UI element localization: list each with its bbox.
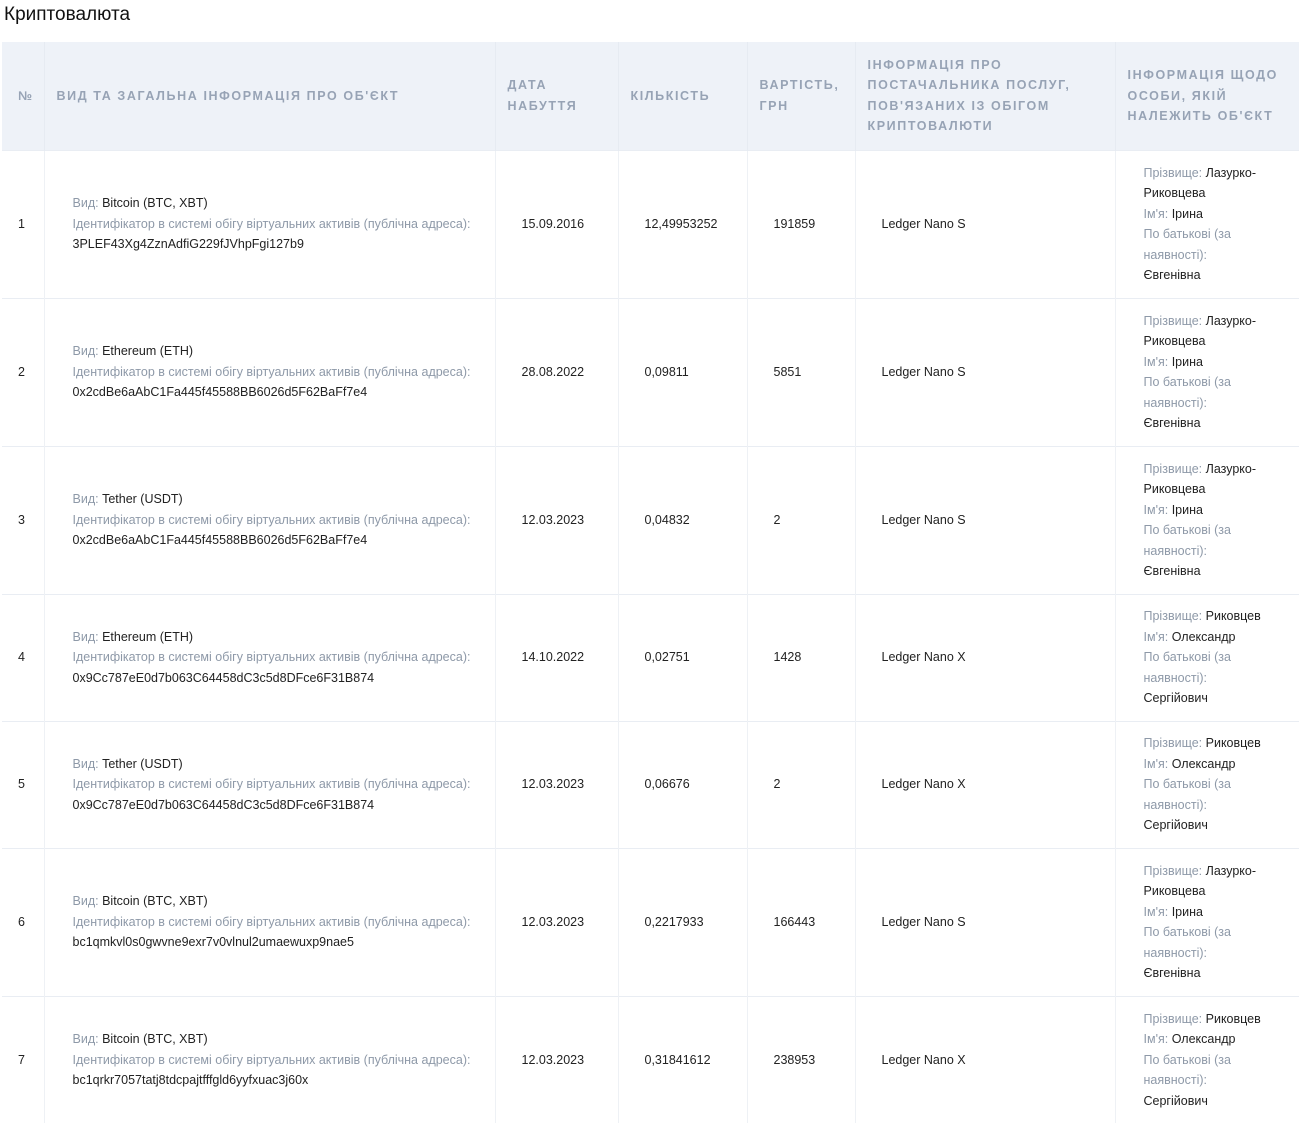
name-value: Ірина	[1171, 904, 1203, 919]
owner-patronymic-line	[1144, 774, 1280, 836]
object-identifier-line	[73, 510, 471, 551]
acquisition-date: 15.09.2016	[495, 150, 618, 298]
provider-value: Ledger Nano S	[855, 298, 1115, 446]
table-body	[2, 150, 1299, 1123]
owner-patronymic-line	[1144, 224, 1280, 286]
surname-label: Прізвище:	[1143, 461, 1203, 476]
owner-name-line	[1144, 902, 1280, 923]
owner-name-line	[1144, 500, 1280, 521]
value-uah: 238953	[747, 996, 855, 1123]
owner-patronymic-line	[1144, 520, 1280, 582]
provider-value: Ledger Nano X	[855, 721, 1115, 848]
name-value: Олександр	[1171, 1032, 1236, 1046]
quantity-value: 0,04832	[618, 446, 747, 594]
patronymic-label: По батькові (за наявності):	[1143, 227, 1231, 262]
surname-value: Риковцев	[1205, 609, 1261, 624]
header-owner: ІНФОРМАЦІЯ ЩОДО ОСОБИ, ЯКІЙ НАЛЕЖИТЬ ОБ'ЄКТ	[1127, 68, 1278, 123]
name-label: Ім'я:	[1143, 206, 1169, 221]
name-label: Ім'я:	[1143, 354, 1169, 369]
patronymic-label: По батькові (за наявності):	[1143, 925, 1231, 960]
kind-value: Tether (USDT)	[102, 756, 183, 771]
kind-label: Вид:	[72, 756, 99, 771]
object-kind-line	[73, 891, 471, 912]
table-row	[2, 446, 1299, 594]
identifier-label: Ідентифікатор в системі обігу віртуальних активів (публічна адреса):	[72, 216, 471, 231]
object-identifier-line	[73, 647, 471, 688]
owner-surname-line	[1144, 606, 1280, 627]
kind-label: Вид:	[72, 492, 99, 507]
object-identifier-line	[73, 774, 471, 815]
provider-value: Ledger Nano X	[855, 996, 1115, 1123]
object-info-cell	[44, 298, 495, 446]
patronymic-value: Сергійович	[1143, 1093, 1208, 1108]
owner-info-cell	[1115, 150, 1299, 298]
kind-value: Ethereum (ETH)	[102, 344, 194, 359]
patronymic-value: Євгенівна	[1143, 564, 1201, 578]
header-num: №	[2, 42, 44, 150]
name-label: Ім'я:	[1143, 756, 1169, 771]
owner-info-cell	[1115, 996, 1299, 1123]
name-label: Ім'я:	[1143, 502, 1169, 517]
identifier-label: Ідентифікатор в системі обігу віртуальних активів (публічна адреса):	[72, 1052, 471, 1067]
owner-surname-line	[1144, 733, 1280, 754]
provider-value: Ledger Nano S	[855, 848, 1115, 996]
value-uah: 5851	[747, 298, 855, 446]
identifier-label: Ідентифікатор в системі обігу віртуальних активів (публічна адреса):	[72, 512, 471, 527]
kind-value: Bitcoin (BTC, XBT)	[102, 196, 208, 211]
object-info-cell	[44, 996, 495, 1123]
object-info-cell	[44, 594, 495, 721]
owner-surname-line	[1144, 163, 1280, 204]
owner-name-line	[1144, 627, 1280, 648]
surname-value: Риковцев	[1205, 736, 1261, 751]
object-info-cell	[44, 721, 495, 848]
page-title: Криптовалюта	[4, 4, 131, 25]
row-number: 3	[2, 446, 44, 594]
object-identifier-line	[73, 912, 471, 953]
acquisition-date: 12.03.2023	[495, 721, 618, 848]
identifier-label: Ідентифікатор в системі обігу віртуальних активів (публічна адреса):	[72, 777, 471, 792]
object-kind-line	[73, 627, 471, 648]
table-row	[2, 721, 1299, 848]
quantity-value: 0,06676	[618, 721, 747, 848]
kind-value: Tether (USDT)	[102, 492, 183, 507]
surname-value: Лазурко-Риковцева	[1143, 863, 1257, 898]
header-object: ВИД ТА ЗАГАЛЬНА ІНФОРМАЦІЯ ПРО ОБ'ЄКТ	[44, 42, 495, 150]
name-value: Олександр	[1171, 629, 1236, 644]
table-row	[2, 996, 1299, 1123]
identifier-value: 0x2cdBe6aAbC1Fa445f45588BB6026d5F62BaFf7e4	[72, 533, 368, 548]
kind-value: Bitcoin (BTC, XBT)	[102, 1032, 208, 1046]
owner-surname-line	[1144, 459, 1280, 500]
patronymic-value: Євгенівна	[1143, 268, 1201, 282]
surname-value: Лазурко-Риковцева	[1143, 313, 1257, 348]
acquisition-date: 14.10.2022	[495, 594, 618, 721]
header-provider: ІНФОРМАЦІЯ ПРО ПОСТАЧАЛЬНИКА ПОСЛУГ, ПОВ'ЯЗАНИХ ІЗ ОБІГОМ КРИПТОВАЛЮТИ	[855, 42, 1115, 150]
surname-label: Прізвище:	[1143, 165, 1203, 180]
surname-value: Лазурко-Риковцева	[1143, 461, 1257, 496]
identifier-value: 0x2cdBe6aAbC1Fa445f45588BB6026d5F62BaFf7e4	[72, 385, 368, 400]
identifier-value: 0x9Cc787eE0d7b063C64458dC3c5d8DFce6F31B874	[72, 670, 375, 685]
surname-label: Прізвище:	[1143, 736, 1203, 751]
object-info-cell	[44, 150, 495, 298]
table-row	[2, 848, 1299, 996]
owner-info-cell	[1115, 848, 1299, 996]
owner-patronymic-line	[1144, 1050, 1280, 1112]
row-number: 1	[2, 150, 44, 298]
object-kind-line	[73, 754, 471, 775]
table-row	[2, 298, 1299, 446]
object-kind-line	[73, 193, 471, 214]
patronymic-label: По батькові (за наявності):	[1143, 523, 1231, 558]
surname-label: Прізвище:	[1143, 863, 1203, 878]
kind-value: Ethereum (ETH)	[102, 629, 194, 644]
object-info-cell	[44, 446, 495, 594]
object-kind-line	[73, 489, 471, 510]
patronymic-value: Сергійович	[1143, 818, 1208, 833]
owner-info-cell	[1115, 446, 1299, 594]
patronymic-value: Євгенівна	[1143, 416, 1201, 430]
kind-label: Вид:	[72, 1032, 99, 1046]
name-value: Ірина	[1171, 354, 1203, 369]
quantity-value: 0,09811	[618, 298, 747, 446]
identifier-label: Ідентифікатор в системі обігу віртуальних активів (публічна адреса):	[72, 914, 471, 929]
owner-surname-line	[1144, 311, 1280, 352]
identifier-value: 0x9Cc787eE0d7b063C64458dC3c5d8DFce6F31B874	[72, 797, 375, 812]
kind-label: Вид:	[72, 894, 99, 909]
quantity-value: 0,02751	[618, 594, 747, 721]
owner-name-line	[1144, 1029, 1280, 1050]
table-header	[2, 42, 1299, 150]
acquisition-date: 12.03.2023	[495, 996, 618, 1123]
kind-label: Вид:	[72, 196, 99, 211]
value-uah: 191859	[747, 150, 855, 298]
owner-surname-line	[1144, 861, 1280, 902]
object-kind-line	[73, 341, 471, 362]
name-value: Ірина	[1171, 206, 1203, 221]
value-uah: 1428	[747, 594, 855, 721]
row-number: 6	[2, 848, 44, 996]
header-quantity: КІЛЬКІСТЬ	[618, 42, 747, 150]
object-info-cell	[44, 848, 495, 996]
owner-info-cell	[1115, 594, 1299, 721]
identifier-label: Ідентифікатор в системі обігу віртуальних активів (публічна адреса):	[72, 364, 471, 379]
identifier-value: bc1qmkvl0s0gwvne9exr7v0vlnul2umaewuxp9nae5	[72, 935, 354, 950]
kind-label: Вид:	[72, 344, 99, 359]
surname-label: Прізвище:	[1143, 609, 1203, 624]
owner-patronymic-line	[1144, 647, 1280, 709]
identifier-value: 3PLEF43Xg4ZznAdfiG229fJVhpFgi127b9	[72, 237, 304, 252]
quantity-value: 12,49953252	[618, 150, 747, 298]
identifier-label: Ідентифікатор в системі обігу віртуальних активів (публічна адреса):	[72, 650, 471, 665]
name-label: Ім'я:	[1143, 629, 1169, 644]
provider-value: Ledger Nano S	[855, 446, 1115, 594]
value-uah: 2	[747, 721, 855, 848]
row-number: 5	[2, 721, 44, 848]
acquisition-date: 12.03.2023	[495, 446, 618, 594]
owner-info-cell	[1115, 298, 1299, 446]
object-identifier-line	[73, 362, 471, 403]
object-kind-line	[73, 1029, 471, 1050]
owner-patronymic-line	[1144, 372, 1280, 434]
kind-label: Вид:	[72, 629, 99, 644]
object-identifier-line	[73, 214, 471, 255]
name-label: Ім'я:	[1143, 904, 1169, 919]
quantity-value: 0,2217933	[618, 848, 747, 996]
patronymic-label: По батькові (за наявності):	[1143, 650, 1231, 685]
surname-label: Прізвище:	[1143, 1011, 1203, 1026]
patronymic-value: Євгенівна	[1143, 966, 1201, 980]
value-uah: 166443	[747, 848, 855, 996]
owner-name-line	[1144, 352, 1280, 373]
patronymic-label: По батькові (за наявності):	[1143, 777, 1231, 812]
surname-value: Риковцев	[1205, 1011, 1261, 1026]
kind-value: Bitcoin (BTC, XBT)	[102, 894, 208, 909]
row-number: 2	[2, 298, 44, 446]
quantity-value: 0,31841612	[618, 996, 747, 1123]
table-row	[2, 594, 1299, 721]
owner-name-line	[1144, 204, 1280, 225]
header-value: ВАРТІСТЬ, ГРН	[747, 42, 855, 150]
header-row	[2, 42, 1299, 150]
row-number: 4	[2, 594, 44, 721]
owner-info-cell	[1115, 721, 1299, 848]
surname-value: Лазурко-Риковцева	[1143, 165, 1257, 200]
acquisition-date: 12.03.2023	[495, 848, 618, 996]
owner-patronymic-line	[1144, 922, 1280, 984]
identifier-value: bc1qrkr7057tatj8tdcpajtfffgld6yyfxuac3j60x	[72, 1073, 309, 1087]
name-value: Ірина	[1171, 502, 1203, 517]
name-value: Олександр	[1171, 756, 1236, 771]
surname-label: Прізвище:	[1143, 313, 1203, 328]
row-number: 7	[2, 996, 44, 1123]
owner-name-line	[1144, 754, 1280, 775]
header-date: ДАТА НАБУТТЯ	[495, 42, 618, 150]
value-uah: 2	[747, 446, 855, 594]
owner-surname-line	[1144, 1009, 1280, 1030]
provider-value: Ledger Nano S	[855, 150, 1115, 298]
acquisition-date: 28.08.2022	[495, 298, 618, 446]
provider-value: Ledger Nano X	[855, 594, 1115, 721]
patronymic-value: Сергійович	[1143, 691, 1208, 706]
table-row	[2, 150, 1299, 298]
patronymic-label: По батькові (за наявності):	[1143, 375, 1231, 410]
crypto-assets-table	[2, 42, 1299, 1123]
name-label: Ім'я:	[1143, 1032, 1169, 1046]
patronymic-label: По батькові (за наявності):	[1143, 1052, 1231, 1087]
object-identifier-line	[73, 1050, 471, 1091]
